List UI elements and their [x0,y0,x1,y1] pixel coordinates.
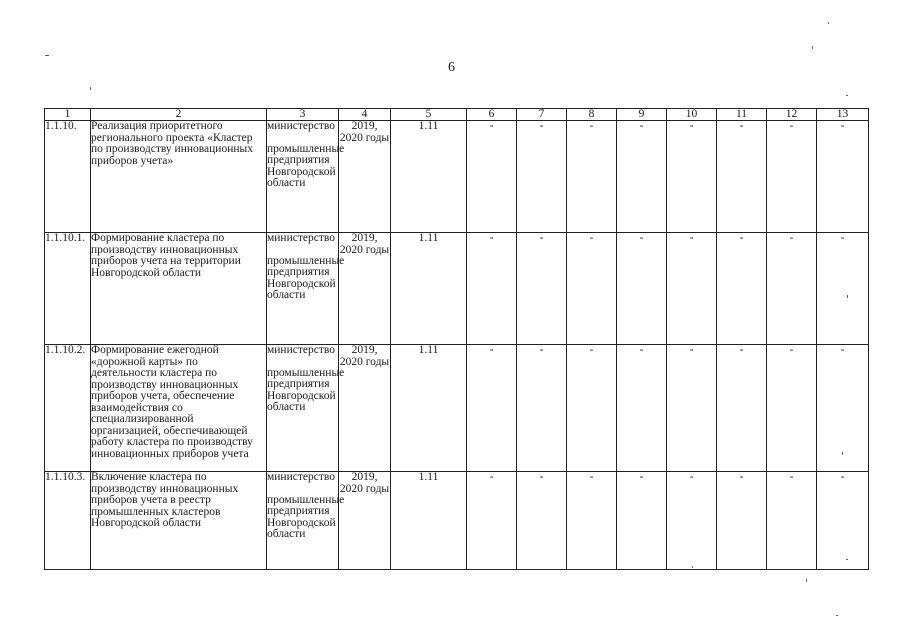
scan-speck [836,615,838,616]
activity-number: 1.1.10.2. [45,345,91,472]
activity-name: Формирование кластера по производству инновационных приборов учета на территории Новгородской области [91,233,267,345]
activity-years: 2019, 2020 годы [339,233,391,345]
cell-value: - [717,121,767,233]
column-header: 5 [391,109,467,121]
table-row [45,345,869,472]
executor-enterprises: промышленные предприятия Новгородской области [267,254,345,301]
cell-value: - [817,233,869,345]
cell-value: - [567,472,617,570]
scan-speck [842,452,843,455]
column-header: 4 [339,109,391,121]
cell-value: - [667,345,717,472]
activity-years: 2019, 2020 годы [339,121,391,233]
cell-value: - [817,121,869,233]
column-header: 7 [517,109,567,121]
cell-value: - [567,121,617,233]
activity-years: 2019, 2020 годы [339,472,391,570]
cell-value: - [617,472,667,570]
scan-speck [846,559,848,560]
cell-value: - [717,345,767,472]
cell-value: - [767,472,817,570]
cell-value: - [717,472,767,570]
column-header: 2 [91,109,267,121]
activity-executors [267,344,345,472]
activity-executors [267,120,345,233]
scan-speck [45,55,49,56]
indicator-code: 1.11 [391,345,467,472]
activity-years: 2019, 2020 годы [339,345,391,472]
executor-ministry: министерство [267,344,335,356]
cell-value: - [817,472,869,570]
column-numbers-row [45,109,869,121]
program-activities-table [44,108,869,570]
activity-name: Реализация приоритетного регионального проекта «Кластер по производству инновационных приборов учета» [91,121,267,233]
scan-speck [692,566,693,568]
cell-value: - [767,121,817,233]
column-header: 12 [767,109,817,121]
scan-speck [806,579,807,582]
cell-value: - [667,121,717,233]
column-header: 3 [267,109,339,121]
cell-value: - [567,233,617,345]
cell-value: - [717,233,767,345]
activity-executors [267,232,345,345]
column-header: 13 [817,109,869,121]
executor-enterprises: промышленные предприятия Новгородской области [267,493,345,540]
column-header: 8 [567,109,617,121]
cell-value: - [667,472,717,570]
cell-value: - [467,345,517,472]
cell-value: - [567,345,617,472]
cell-value: - [617,345,667,472]
page-number: 6 [448,60,455,75]
cell-value: - [817,345,869,472]
column-header: 9 [617,109,667,121]
scan-speck [846,95,848,96]
cell-value: - [517,345,567,472]
cell-value: - [517,121,567,233]
column-header: 6 [467,109,517,121]
scan-speck [847,295,848,298]
cell-value: - [767,233,817,345]
cell-value: - [667,233,717,345]
activity-executors [267,471,345,570]
table-row [45,121,869,233]
activity-name: Формирование ежегодной «дорожной карты» по деятельности кластера по производству инновационных приборов учета, обеспечение взаимодействия со специализированной организацией, обеспечивающей работу кластера по производству инновационных приборов учета [91,345,267,472]
executor-ministry: министерство [267,120,335,132]
executor-enterprises: промышленные предприятия Новгородской области [267,142,345,189]
table-row [45,472,869,570]
scan-speck [90,87,91,90]
cell-value: - [517,233,567,345]
cell-value: - [467,472,517,570]
column-header: 1 [45,109,91,121]
executor-ministry: министерство [267,232,335,244]
scan-speck [812,46,813,49]
cell-value: - [617,233,667,345]
table-row [45,233,869,345]
indicator-code: 1.11 [391,472,467,570]
activity-number: 1.1.10.1. [45,233,91,345]
cell-value: - [467,121,517,233]
executor-enterprises: промышленные предприятия Новгородской области [267,366,345,413]
activity-number: 1.1.10.3. [45,472,91,570]
column-header: 11 [717,109,767,121]
activity-name: Включение кластера по производству инновационных приборов учета в реестр промышленных кластеров Новгородской области [91,472,267,570]
column-header: 10 [667,109,717,121]
indicator-code: 1.11 [391,121,467,233]
cell-value: - [517,472,567,570]
cell-value: - [617,121,667,233]
cell-value: - [467,233,517,345]
executor-ministry: министерство [267,471,335,483]
activity-number: 1.1.10. [45,121,91,233]
scan-speck [828,22,829,24]
indicator-code: 1.11 [391,233,467,345]
cell-value: - [767,345,817,472]
